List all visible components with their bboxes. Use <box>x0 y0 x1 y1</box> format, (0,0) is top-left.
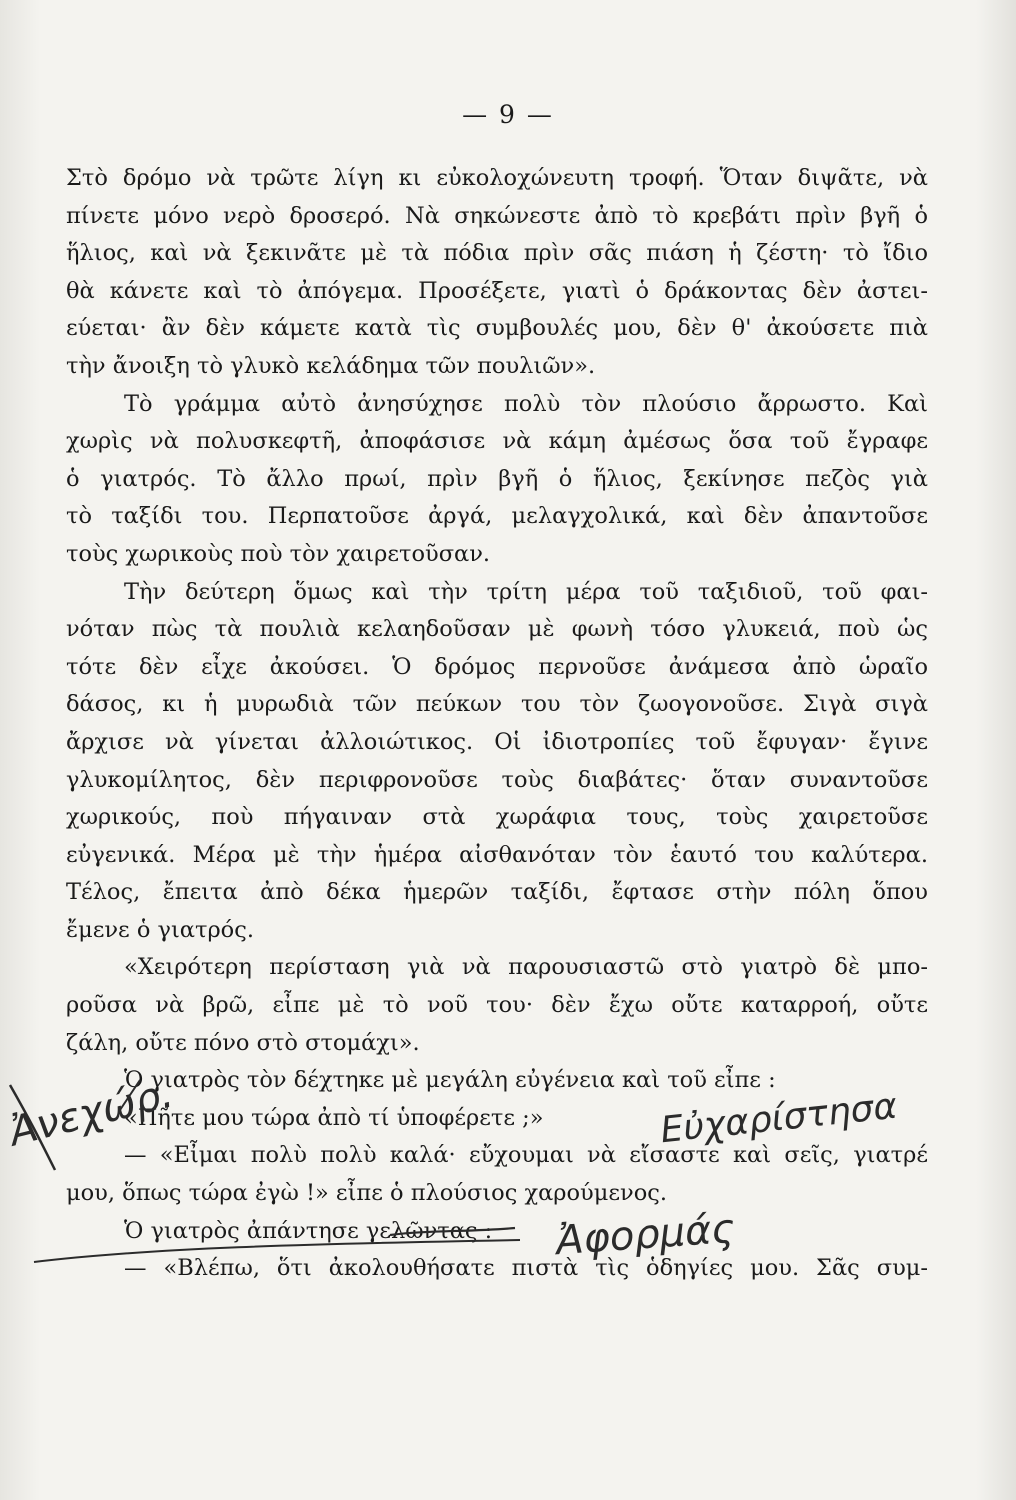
text-line: «Πῆτε μου τώρα ἀπὸ τί ὑποφέρετε ;» <box>124 1104 544 1131</box>
text-line: τὸ ταξίδι του. Περπατοῦσε ἀργά, μελαγχολικά, καὶ δὲν ἀπαντοῦσε <box>66 503 928 530</box>
text-line: ἄρχισε νὰ γίνεται ἀλλοιώτικος. Οἱ ἰδιοτροπίες τοῦ ἔφυγαν· ἔγινε <box>66 728 928 755</box>
text-line: Ὁ γιατρὸς τὸν δέχτηκε μὲ μεγάλη εὐγένεια καὶ τοῦ εἶπε : <box>124 1067 776 1094</box>
text-line: χωρικούς, ποὺ πήγαιναν στὰ χωράφια τους, τοὺς χαιρετοῦσε <box>66 804 928 831</box>
text-line: ὁ γιατρός. Τὸ ἄλλο πρωί, πρὶν βγῆ ὁ ἥλιος, ξεκίνησε πεζὸς γιὰ <box>66 465 928 492</box>
text-line: νόταν πὼς τὰ πουλιὰ κελαηδοῦσαν μὲ φωνὴ τόσο γλυκειά, ποὺ ὡς <box>66 616 928 643</box>
handwritten-annotation: Εὐχαρίστησα <box>658 1085 899 1152</box>
text-line: ἥλιος, καὶ νὰ ξεκινᾶτε μὲ τὰ πόδια πρὶν σᾶς πιάση ἡ ζέστη· τὸ ἴδιο <box>66 240 928 267</box>
text-line: Τέλος, ἔπειτα ἀπὸ δέκα ἡμερῶν ταξίδι, ἔφτασε στὴν πόλη ὅπου <box>66 879 928 906</box>
text-line: δάσος, κι ἡ μυρωδιὰ τῶν πεύκων του τὸν ζωογονοῦσε. Σιγὰ σιγὰ <box>66 691 928 718</box>
text-line: τοὺς χωρικοὺς ποὺ τὸν χαιρετοῦσαν. <box>66 540 491 567</box>
text-line: «Χειρότερη περίσταση γιὰ νὰ παρουσιαστῶ στὸ γιατρὸ δὲ μπο- <box>124 954 928 981</box>
page-number: — 9 — <box>462 100 554 129</box>
text-line: Τὴν δεύτερη ὅμως καὶ τὴν τρίτη μέρα τοῦ ταξιδιοῦ, τοῦ φαι- <box>124 578 928 605</box>
text-line: ἔμενε ὁ γιατρός. <box>66 916 254 943</box>
handwritten-margin-note: Ἀνεχώρ. <box>4 1070 178 1156</box>
text-line: Ὁ γιατρὸς ἀπάντησε γελῶντας : <box>124 1217 493 1244</box>
text-line: γλυκομίλητος, δὲν περιφρονοῦσε τοὺς διαβάτες· ὅταν συναντοῦσε <box>66 766 928 793</box>
text-line: ζάλη, οὔτε πόνο στὸ στομάχι». <box>66 1029 420 1056</box>
text-line: Τὸ γράμμα αὐτὸ ἀνησύχησε πολὺ τὸν πλούσιο ἄρρωστο. Καὶ <box>124 390 928 417</box>
handwritten-annotation: Ἀφορμάς <box>554 1205 737 1265</box>
text-line: — «Βλέπω, ὅτι ἀκολουθήσατε πιστὰ τὶς ὁδηγίες μου. Σᾶς συμ- <box>124 1255 928 1282</box>
text-line: εὐγενικά. Μέρα μὲ τὴν ἡμέρα αἰσθανόταν τὸν ἑαυτό του καλύτερα. <box>66 841 928 868</box>
text-line: χωρὶς νὰ πολυσκεφτῆ, ἀποφάσισε νὰ κάμη ἀμέσως ὅσα τοῦ ἔγραφε <box>66 428 928 455</box>
text-line: Στὸ δρόμο νὰ τρῶτε λίγη κι εὐκολοχώνευτη τροφή. Ὅταν διψᾶτε, νὰ <box>66 165 928 191</box>
text-line: τότε δὲν εἶχε ἀκούσει. Ὁ δρόμος περνοῦσε ἀνάμεσα ἀπὸ ὡραῖο <box>66 653 928 680</box>
text-line: εύεται· ἂν δὲν κάμετε κατὰ τὶς συμβουλές μου, δὲν θ' ἀκούσετε πιὰ <box>66 315 928 342</box>
text-line: τὴν ἄνοιξη τὸ γλυκὸ κελάδημα τῶν πουλιῶν». <box>66 352 596 379</box>
text-line: ροῦσα νὰ βρῶ, εἶπε μὲ τὸ νοῦ του· δὲν ἔχω οὔτε καταρροή, οὔτε <box>66 992 928 1019</box>
text-line: θὰ κάνετε καὶ τὸ ἀπόγεμα. Προσέξετε, γιατὶ ὁ δράκοντας δὲν ἀστει- <box>66 277 928 304</box>
text-line: μου, ὅπως τώρα ἐγὼ !» εἶπε ὁ πλούσιος χαρούμενος. <box>66 1180 667 1207</box>
text-line: πίνετε μόνο νερὸ δροσερό. Νὰ σηκώνεστε ἀπὸ τὸ κρεβάτι πρὶν βγῆ ὁ <box>66 202 928 229</box>
text-line: — «Εἶμαι πολὺ πολὺ καλά· εὔχουμαι νὰ εἴσαστε καὶ σεῖς, γιατρέ <box>124 1142 928 1169</box>
